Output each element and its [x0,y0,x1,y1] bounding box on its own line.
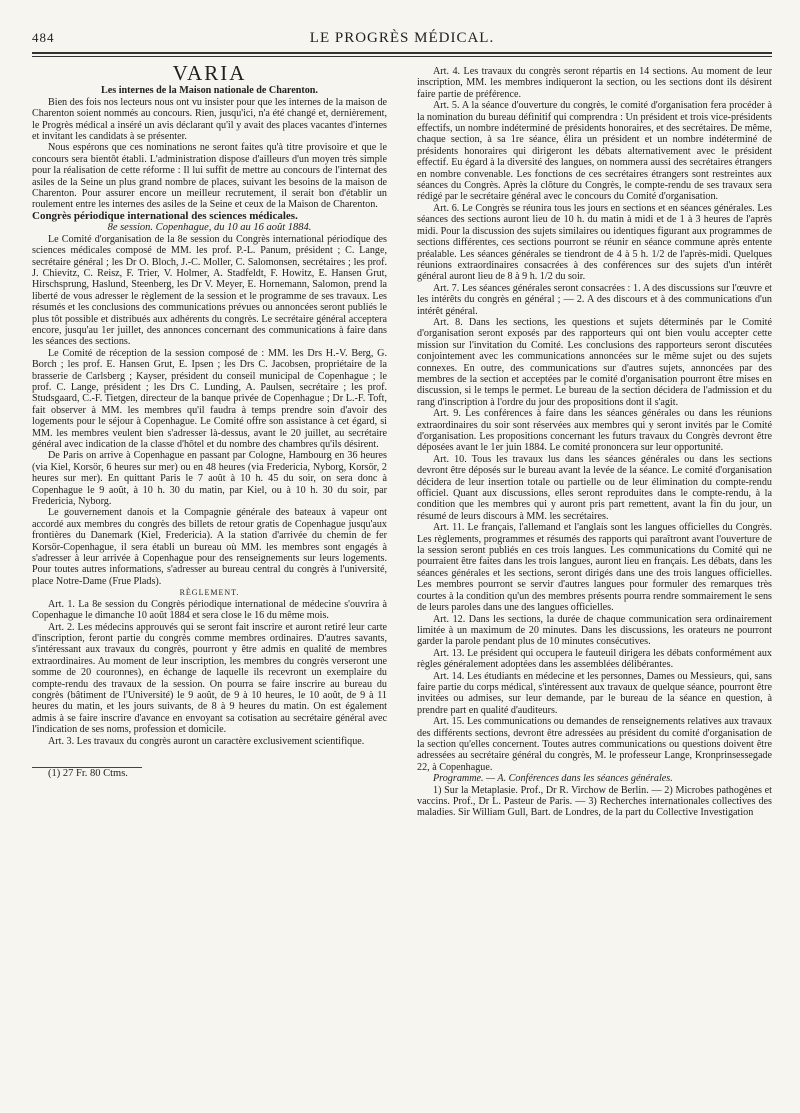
article-3: Art. 3. Les travaux du congrès auront un caractère exclusivement scientifique. [48,735,365,747]
article-5: Art. 5. A la séance d'ouverture du congrès, le comité d'organisation fera procéder à la nomination du bureau définitif qui comprendra : Un président et trois vice-présidents effectifs, un nombre indéterminé de présidents honoraires, et des secrétaires. De même, chaque section, à sa 1re séance, élira un président et un nombre indéterminé de présidents honoraires qui dirigeront les débats alternativement avec le président effectif. Eu égard à la diversité des langues, on nommera aussi des secrétaires étrangers en nombre convenable. Les fonctions de ces secrétaires étrangers sont restreintes aux séances du Congrès. Après la clôture du Congrès, le compte-rendu de ses travaux sera rédigé par le secrétaire général avec le concours du Comité d'organisation. [417,100,772,203]
paragraph: Le Comité d'organisation de la 8e session du Congrès international périodique des sciences médicales composé de MM. les prof. P.-L. Panum, président ; C. Lange, secrétaire général ; les Dr O. Bloch, J.-C. Moller, C. Salomonsen, secrétaires ; les prof. J. Chievitz, C. Reisz, F. Trier, V. Holmer, A. Stadfeldt, F. Howitz, E. Hansen Grut, Hirschsprung, Haslund, Steenberg, les Dr V. Meyer, E. Hornemann, Salomon, prend la liberté de vous adresser le règlement de la session et le programme de ses travaux. Les résumés et les conclusions des communications prévues ou annoncées seront publiés le plus tôt possible et distribués aux adhérents du congrès. Le secrétaire général acceptera encore, jusqu'au 1er juillet, des annonces concernant des communications à faire dans les séances des sections. [32,233,387,348]
paragraph: Le Comité de réception de la session composé de : MM. les Drs H.-V. Berg, G. Borch ; les prof. E. Hansen Grut, E. Ipsen ; les Drs C. Jacobsen, propriétaire de la brasserie de Carlsberg ; Kayser, président du conseil municipal de Copenhague ; le prof. C. Lange, président ; les Drs C. Lunding, A. Paulsen, secrétaire ; les prof. Studsgaard, C.-F. Tietgen, directeur de la banque privée de Copenhague ; Dr L.-F. Toft, fait observer à MM. les membres qu'il faudra à temps prendre soin d'avoir des logements pour le séjour à Copenhague. Le Comité offre son assistance à cet égard, si MM. les membres veulent bien s'adresser là-dessus, avant le 20 juillet, au secrétaire général avec indication de la classe d'hôtel et du nombre des chambres qu'ils désirent. [32,347,387,450]
section-title: VARIA [172,61,247,85]
right-column [417,66,772,819]
article-title-congres: Congrès périodique international des sciences médicales. [32,209,298,222]
article-14: Art. 14. Les étudiants en médecine et les personnes, Dames ou Messieurs, qui, sans faire partie du corps médical, s'intéressent aux travaux de quelque séance, pourront être invitées ou admises, sur leur demande, par le bureau de la séance en question, à prendre part en qualité d'auditeurs. [417,670,772,716]
header-rule [32,52,772,57]
journal-title: LE PROGRÈS MÉDICAL. [309,30,495,46]
footnote: (1) 27 Fr. 80 Ctms. [48,767,128,779]
article-10: Art. 10. Tous les travaux lus dans les séances générales ou dans les sections devront être déposés sur le bureau avant la levée de la séance. Le comité d'organisation décidera de leur insertion totale ou partielle ou de leur élimination du compte-rendu officiel. Quant aux discussions, elles seront reproduites dans le compte-rendu, à la condition que les membres qui y auront pris part remettent, avant la fin du jour, un résumé de leurs discours à MM. les secrétaires. [417,453,772,522]
footnote-block [32,767,387,779]
paragraph: Nous espérons que ces nominations ne seront faites qu'à titre provisoire et que le concours sera bientôt établi. L'administration dispose d'ailleurs d'un moyen très simple pour la réalisation de cette réforme : Il lui suffit de mettre au concours de l'internat des asiles de la Seine un plus grand nombre de places, suivant les besoins de la maison de Charenton. Pour assurer encore un meilleur recrutement, il serait bon d'établir un roulement entre les internes des asiles de la Seine et ceux de la Maison de Charenton. [32,142,387,211]
two-column-body [32,61,772,819]
paragraph: Bien des fois nos lecteurs nous ont vu insister pour que les internes de la maison de Charenton soient nommés au concours. Rien, jusqu'ici, n'a été changé et, dernièrement, le Progrès médical a inséré un avis déclarant qu'il y avait des places vacantes d'internes et invitant les candidats à se présenter. [32,96,387,143]
page-header [32,28,772,48]
programme-item: 1) Sur la Metaplasie. Prof., Dr R. Virchow de Berlin. — 2) Microbes pathogènes et vaccins. Prof., Dr L. Pasteur de Paris. — 3) Recherches internationales collectives des maladies. Sir William Gull, Bart. de Londres, de la part du Collective Investigation [417,784,772,819]
article-11: Art. 11. Le français, l'allemand et l'anglais sont les langues officielles du Congrès. Les règlements, programmes et résumés des rapports qui paraîtront avant l'ouverture de la session seront publiés en ces trois langues. Les communications du Comité qui ne pourraient être faites dans les trois langues, auront lieu en français. Les débats, dans les séances générales et les sections, seront dirigés dans une des trois langues officielles. Les membres pourront se servir d'autres langues pour formuler des remarques très courtes à la condition qu'un des membres présents pourra rendre sommairement le sens de leurs paroles dans une des langues officielles. [417,522,772,614]
article-8: Art. 8. Dans les sections, les questions et sujets déterminés par le Comité d'organisation seront exposés par des rapporteurs qui ont bien voulu accepter cette mission sur l'invitation du Comité. Les conclusions des rapporteurs seront discutées conjointement avec les communications annoncées sur le même sujet ou des sujets connexes. En outre, des communications sur d'autres sujets, annoncées par des membres de la section et acceptées par le comité d'organisation pourront être mises en discussion, si le temps le permet. Le bureau de la section décidera de l'admission et du rang d'inscription à l'ordre du jour des propositions dont il s'agit. [417,316,772,408]
article-9: Art. 9. Les conférences à faire dans les séances générales ou dans les réunions extraordinaires du soir sont réservées aux membres qui y seront invités par le Comité d'organisation. Les propositions concernant les futurs travaux du Congrès devront être déposées avant le 1er juin 1884. Le comité prononcera sur leur opportunité. [417,408,772,454]
article-4: Art. 4. Les travaux du congrès seront répartis en 14 sections. Au moment de leur inscription, MM. les membres indiqueront la section, ou les sections dont ils désirent faire partie de préférence. [417,66,772,100]
article-13: Art. 13. Le président qui occupera le fauteuil dirigera les débats conformément aux règles généralement adoptées dans les assemblées délibérantes. [417,647,772,671]
reglement-heading: RÈGLEMENT. [179,588,240,598]
paragraph: Le gouvernement danois et la Compagnie générale des bateaux à vapeur ont accordé aux membres du congrès des billets de retour gratis de Copenhague jusqu'aux frontières du Danemark (Kiel, Fredericia). A la station d'arrivée du chemin de fer Korsör-Copenhague, il sera établi un bureau où MM. les membres sont engagés à s'adresser à leur arrivée à Copenhague pour des renseignements sur leurs logements. Pour toutes autres informations, s'adresser au bureau central du congrès à l'université, place Notre-Dame (Frue Plads). [32,507,387,587]
article-1: Art. 1. La 8e session du Congrès périodique international de médecine s'ouvrira à Copenhague le dimanche 10 août 1884 et sera close le 16 du même mois. [32,598,387,622]
article-6: Art. 6. Le Congrès se réunira tous les jours en sections et en séances générales. Les séances des sections auront lieu de 10 h. du matin à midi et de 1 à 3 heures de l'après midi. Pour la discussion des sujets similaires ou identiques figurant aux programmes de sections différentes, ces sections pourront se réunir en séance commune après entente préalable. Les séances générales se tiendront de 4 à 5 h. 1/2 de l'après-midi. Quelques réunions extraordinaires consacrées à des conférences sur des sujets d'un intérêt général auront lieu de 8 à 9 h. 1/2 du soir. [417,202,772,283]
programme-heading: Programme. — A. Conférences dans les séances générales. [433,773,673,785]
left-column [32,61,387,819]
article-7: Art. 7. Les séances générales seront consacrées : 1. A des discussions sur l'œuvre et les intérêts du congrès en général ; — 2. A des discours et à des communications d'un intérêt général. [417,282,772,317]
article-subtitle: 8e session. Copenhague, du 10 au 16 août 1884. [107,222,312,234]
article-2: Art. 2. Les médecins approuvés qui se seront fait inscrire et auront retiré leur carte d'inscription, feront partie du congrès comme membres ordinaires. D'autres savants, s'intéressant aux travaux du congrès, pourront y être admis en qualité de membres extraordinaires. Au moment de leur inscription, les membres du congrès verseront une somme de 20 couronnes), en échange de laquelle ils recevront un exemplaire du compte-rendu des travaux de la session. On pourra se faire inscrire au bureau du congrès (bâtiment de l'Université) le 9 août, de 9 à 10 heures, le 10 août, de 9 à 11 heures du matin, et les jours suivants, de 8 à 9 heures du matin. On est également admis à se faire inscrire d'avance en envoyant sa cotisation au secrétaire général avec l'indication de ses noms, profession et domicile. [32,621,387,736]
paragraph: De Paris on arrive à Copenhague en passant par Cologne, Hambourg en 36 heures (via Kiel, Korsör, 6 heures sur mer) ou en 48 heures (via Fredericia, Nyborg, Korsör, 2 heures sur mer). En quittant Paris le 7 août à 10 h. 45 du soir, on sera donc à Copenhague le 9 août, à 10 h. 30 du matin, par Kiel, ou à 10 h. 30 du soir, par Fredericia, Nyborg. [32,450,387,508]
article-12: Art. 12. Dans les sections, la durée de chaque communication sera ordinairement limitée à un maximum de 20 minutes. Dans les discussions, les orateurs ne pourront garder la parole pendant plus de 10 minutes consécutives. [417,613,772,648]
journal-page [32,28,772,819]
article-title-charenton: Les internes de la Maison nationale de Charenton. [101,85,318,97]
article-15: Art. 15. Les communications ou demandes de renseignements relatives aux travaux des différents sections, devront être adressées au président du comité d'organisation de la section qu'elles concernent. Toutes autres communications ou questions doivent être adressées au secrétaire général du congrès, M. le professeur Lange, Kronprinsessegade 22, à Copenhague. [417,716,772,773]
page-number: 484 [32,30,55,45]
